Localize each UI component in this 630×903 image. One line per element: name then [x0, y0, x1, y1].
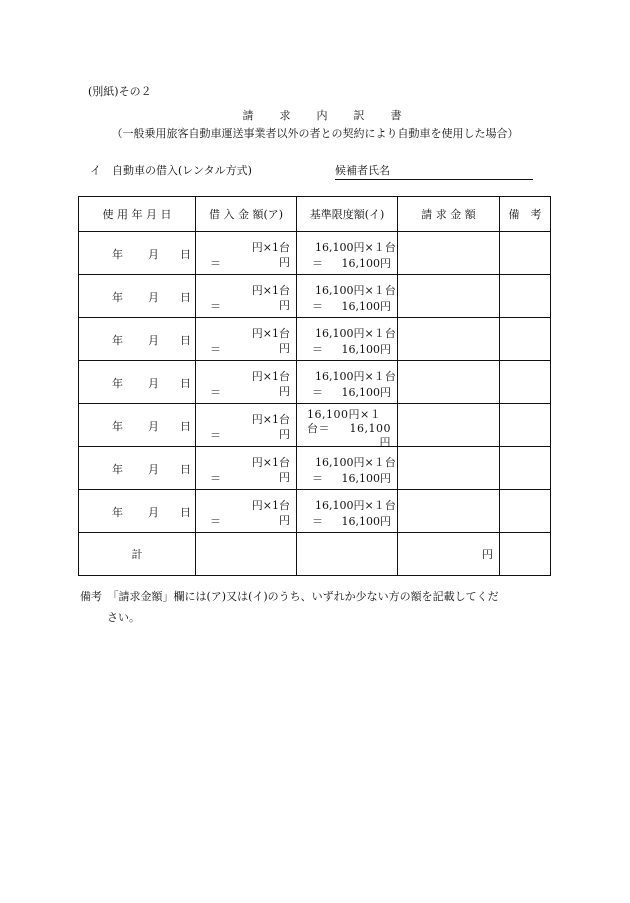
- usage-date-cell[interactable]: [79, 318, 196, 361]
- header-claim-amount: 請 求 金 額: [398, 197, 500, 232]
- table-row: [79, 490, 551, 533]
- claim-breakdown-table: [78, 196, 551, 576]
- table-row: [79, 361, 551, 404]
- remarks-cell[interactable]: [500, 447, 551, 490]
- limit-equals: ＝: [312, 300, 323, 313]
- header-remarks: 備 考: [500, 197, 551, 232]
- limit-amount-cell: [297, 447, 398, 490]
- table-header-row: [79, 197, 551, 232]
- claim-amount-cell[interactable]: [398, 490, 500, 533]
- table-row: [79, 447, 551, 490]
- usage-date-cell[interactable]: [79, 490, 196, 533]
- usage-date-cell[interactable]: [79, 447, 196, 490]
- remarks-cell[interactable]: [500, 404, 551, 447]
- usage-date-cell[interactable]: [79, 404, 196, 447]
- remarks-cell[interactable]: [500, 361, 551, 404]
- limit-value: 16,100円: [341, 472, 391, 485]
- table-row: [79, 404, 551, 447]
- borrow-amount-cell[interactable]: [196, 232, 297, 275]
- document-subtitle: （一般乗用旅客自動車運送事業者以外の者との契約により自動車を使用した場合）: [111, 127, 519, 140]
- limit-equals: ＝: [312, 386, 323, 399]
- total-claim-cell[interactable]: 円: [398, 533, 500, 576]
- header-limit-amount: 基準限度額(イ): [297, 197, 398, 232]
- year-unit: 年: [112, 420, 123, 433]
- month-unit: 月: [148, 291, 159, 304]
- day-unit: 日: [180, 420, 191, 433]
- limit-amount-cell: [297, 318, 398, 361]
- borrow-formula: 円×1台: [251, 456, 290, 469]
- borrow-equals: ＝: [210, 343, 221, 356]
- borrow-equals: ＝: [210, 300, 221, 313]
- total-remarks-cell[interactable]: [500, 533, 551, 576]
- borrow-yen: 円: [279, 514, 290, 527]
- document-title: 請求内訳書: [242, 109, 428, 122]
- table-row: [79, 232, 551, 275]
- month-unit: 月: [148, 334, 159, 347]
- limit-wrapped-line2a: 台＝: [307, 422, 330, 435]
- borrow-amount-cell[interactable]: [196, 447, 297, 490]
- year-unit: 年: [112, 506, 123, 519]
- month-unit: 月: [148, 506, 159, 519]
- limit-formula: 16,100円×１台: [315, 327, 396, 340]
- usage-date-cell[interactable]: [79, 232, 196, 275]
- month-unit: 月: [148, 248, 159, 261]
- claim-amount-cell[interactable]: [398, 232, 500, 275]
- day-unit: 日: [180, 248, 191, 261]
- day-unit: 日: [180, 334, 191, 347]
- limit-equals: ＝: [312, 257, 323, 270]
- total-row: [79, 533, 551, 576]
- year-unit: 年: [112, 291, 123, 304]
- claim-amount-cell[interactable]: [398, 447, 500, 490]
- remarks-note: 備考 「請求金額」欄には(ア)又は(イ)のうち、いずれか少ない方の額を記載してくだ: [80, 590, 499, 603]
- claim-amount-cell[interactable]: [398, 404, 500, 447]
- table-row: [79, 275, 551, 318]
- section-heading: イ 自動車の借入(レンタル方式): [90, 164, 252, 177]
- remarks-cell[interactable]: [500, 232, 551, 275]
- borrow-formula: 円×1台: [251, 370, 290, 383]
- day-unit: 日: [180, 291, 191, 304]
- limit-formula: 16,100円×１台: [315, 370, 396, 383]
- limit-amount-cell: [297, 275, 398, 318]
- limit-value: 16,100円: [341, 257, 391, 270]
- day-unit: 日: [180, 463, 191, 476]
- year-unit: 年: [112, 377, 123, 390]
- usage-date-cell[interactable]: [79, 361, 196, 404]
- candidate-name-field[interactable]: 候補者氏名: [335, 162, 533, 180]
- borrow-amount-cell[interactable]: [196, 275, 297, 318]
- limit-value: 16,100円: [341, 343, 391, 356]
- limit-formula: 16,100円×１台: [315, 284, 396, 297]
- limit-amount-cell: [297, 404, 398, 447]
- borrow-yen: 円: [279, 342, 290, 355]
- borrow-formula: 円×1台: [251, 499, 290, 512]
- borrow-yen: 円: [279, 385, 290, 398]
- remarks-cell[interactable]: [500, 275, 551, 318]
- borrow-formula: 円×1台: [251, 284, 290, 297]
- remarks-cell[interactable]: [500, 490, 551, 533]
- usage-date-cell[interactable]: [79, 275, 196, 318]
- total-label: 計: [79, 533, 196, 576]
- day-unit: 日: [180, 506, 191, 519]
- limit-value: 16,100円: [341, 515, 391, 528]
- claim-amount-cell[interactable]: [398, 318, 500, 361]
- month-unit: 月: [148, 420, 159, 433]
- limit-wrapped-line3: 円: [379, 436, 391, 449]
- borrow-equals: ＝: [210, 386, 221, 399]
- limit-equals: ＝: [312, 472, 323, 485]
- total-limit-cell[interactable]: [297, 533, 398, 576]
- remarks-cell[interactable]: [500, 318, 551, 361]
- borrow-formula: 円×1台: [251, 241, 290, 254]
- year-unit: 年: [112, 248, 123, 261]
- borrow-amount-cell[interactable]: [196, 318, 297, 361]
- claim-amount-cell[interactable]: [398, 275, 500, 318]
- day-unit: 日: [180, 377, 191, 390]
- month-unit: 月: [148, 463, 159, 476]
- limit-formula: 16,100円×１台: [315, 456, 396, 469]
- limit-amount-cell: [297, 361, 398, 404]
- limit-amount-cell: [297, 490, 398, 533]
- limit-formula: 16,100円×１台: [315, 241, 396, 254]
- borrow-formula: 円×1台: [251, 327, 290, 340]
- borrow-amount-cell[interactable]: [196, 361, 297, 404]
- header-usage-date: 使 用 年 月 日: [79, 197, 196, 232]
- limit-wrapped-line2b: 16,100: [349, 422, 391, 435]
- borrow-amount-cell[interactable]: [196, 404, 297, 447]
- borrow-yen: 円: [279, 428, 290, 441]
- limit-wrapped-line1: 16,100円×１: [307, 408, 382, 421]
- limit-amount-cell: [297, 232, 398, 275]
- remarks-note-continued: さい。: [107, 611, 140, 624]
- borrow-equals: ＝: [210, 429, 221, 442]
- limit-value: 16,100円: [341, 300, 391, 313]
- borrow-equals: ＝: [210, 515, 221, 528]
- limit-equals: ＝: [312, 343, 323, 356]
- header-borrow-amount: 借 入 金 額(ア): [196, 197, 297, 232]
- limit-value: 16,100円: [341, 386, 391, 399]
- year-unit: 年: [112, 334, 123, 347]
- total-borrow-cell[interactable]: [196, 533, 297, 576]
- attachment-label: (別紙)その２: [88, 85, 152, 98]
- limit-equals: ＝: [312, 515, 323, 528]
- borrow-equals: ＝: [210, 257, 221, 270]
- borrow-yen: 円: [279, 256, 290, 269]
- borrow-amount-cell[interactable]: [196, 490, 297, 533]
- borrow-equals: ＝: [210, 472, 221, 485]
- year-unit: 年: [112, 463, 123, 476]
- borrow-yen: 円: [279, 299, 290, 312]
- borrow-yen: 円: [279, 471, 290, 484]
- borrow-formula: 円×1台: [251, 413, 290, 426]
- claim-amount-cell[interactable]: [398, 361, 500, 404]
- limit-formula: 16,100円×１台: [315, 499, 396, 512]
- table-row: [79, 318, 551, 361]
- month-unit: 月: [148, 377, 159, 390]
